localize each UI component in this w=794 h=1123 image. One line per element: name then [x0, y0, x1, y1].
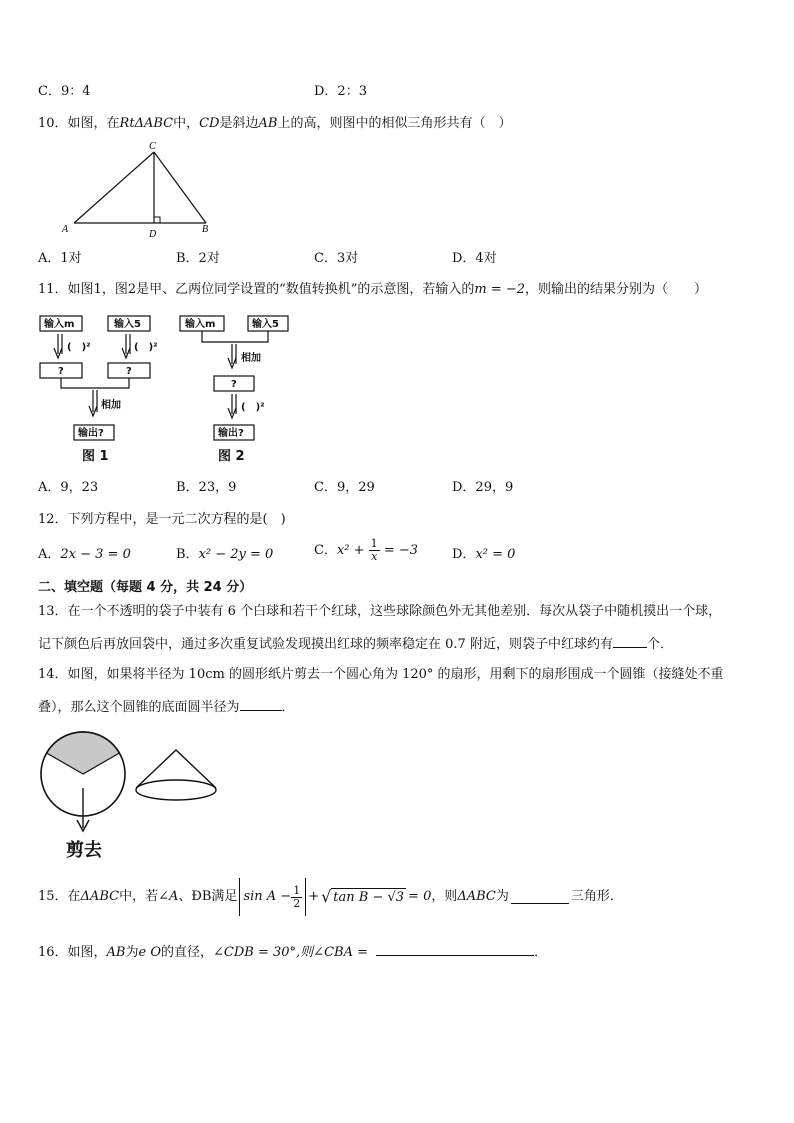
q10-option-a: A．1对 [38, 251, 82, 266]
fig1-input-m: 输入m [44, 319, 75, 330]
q10-stem: 10．如图，在RtΔABC中，CD是斜边AB上的高，则图中的相似三角形共有（ ） [38, 116, 512, 131]
q12-option-d: D．x² = 0 [452, 547, 516, 562]
q14-line-1: 14．如图，如果将半径为 10cm 的圆形纸片剪去一个圆心角为 120° 的扇形，用剩下的扇形围成一个圆锥（接缝处不重 [38, 667, 724, 682]
label-b: B [202, 224, 209, 235]
q12-option-c: C．x² + $\frac{1}{x}$ = −3 [314, 537, 419, 563]
fig2-result: ? [231, 379, 237, 390]
fig2-caption: 图 2 [218, 449, 245, 464]
fig2-input-5: 输入5 [252, 319, 279, 330]
fig1-result-1: ? [58, 366, 64, 377]
q11-option-d: D．29，9 [452, 480, 514, 495]
fig1-square-1: ( )² [67, 342, 91, 353]
label-a: A [62, 224, 69, 235]
fig1-caption: 图 1 [82, 449, 109, 464]
q10-triangle-figure [60, 138, 230, 240]
q11-stem: 11．如图1，图2是甲、乙两位同学设置的“数值转换机”的示意图，若输入的m = −2，则输出的结果分别为（ ） [38, 282, 708, 297]
fig1-square-2: ( )² [134, 342, 158, 353]
q15-sqrt: √ tan B − √3 [321, 887, 405, 906]
label-d: D [149, 229, 157, 240]
fig1-result-2: ? [126, 366, 132, 377]
q11-option-c: C．9，29 [314, 480, 375, 495]
fig1-output: 输出? [78, 428, 104, 439]
section-fill-blank-heading: 二、填空题（每题 4 分，共 24 分） [38, 580, 253, 595]
q10-option-d: D．4对 [452, 251, 497, 266]
fig2-add: 相加 [241, 353, 261, 364]
q16-blank [376, 942, 534, 956]
q12-option-b: B．x² − 2y = 0 [176, 547, 274, 562]
fig2-square: ( )² [241, 402, 265, 413]
q11-conversion-figures [36, 312, 296, 468]
q15-stem: 15．在 ΔABC 中，若∠ A 、ÐB 满足 sin A − $\frac{1}{2}$ + √ tan B − √3 = 0 ，则 ΔABC 为 三角形． [38, 877, 623, 917]
fig2-input-m: 输入m [185, 319, 216, 330]
q10-option-c: C．3对 [314, 251, 359, 266]
label-c: C [149, 141, 156, 152]
q14-blank [240, 697, 282, 711]
q13-line-1: 13．在一个不透明的袋子中装有 6 个白球和若干个红球，这些球除颜色外无其他差别．每次从袋子中随机摸出一个球， [38, 604, 722, 619]
q13-line-2: 记下颜色后再放回袋中，通过多次重复试验发现摸出红球的频率稳定在 0.7 附近，则袋子中红球约有 个． [38, 634, 673, 654]
q12-option-a: A．2x − 3 = 0 [38, 547, 131, 562]
q13-blank [613, 634, 647, 648]
q11-option-b: B．23，9 [176, 480, 237, 495]
q11-option-a: A．9，23 [38, 480, 99, 495]
q12-stem: 12．下列方程中，是一元二次方程的是( ) [38, 512, 286, 527]
q15-abs-value: sin A − $\frac{1}{2}$ [239, 878, 306, 916]
q9-option-c: C．9：4 [38, 84, 91, 99]
q15-blank [511, 890, 569, 904]
fig1-add: 相加 [101, 400, 121, 411]
fig1-input-5: 输入5 [114, 319, 141, 330]
q10-option-b: B．2对 [176, 251, 220, 266]
cut-label: 剪去 [66, 840, 102, 861]
q14-cone-figure [36, 728, 226, 863]
q16-stem: 16．如图，AB为e O的直径，∠CDB = 30°,则∠CBA = ． [38, 942, 547, 962]
q14-line-2: 叠），那么这个圆锥的底面圆半径为 ． [38, 697, 295, 717]
fig2-output: 输出? [218, 428, 244, 439]
q9-option-d: D．2：3 [314, 84, 367, 99]
